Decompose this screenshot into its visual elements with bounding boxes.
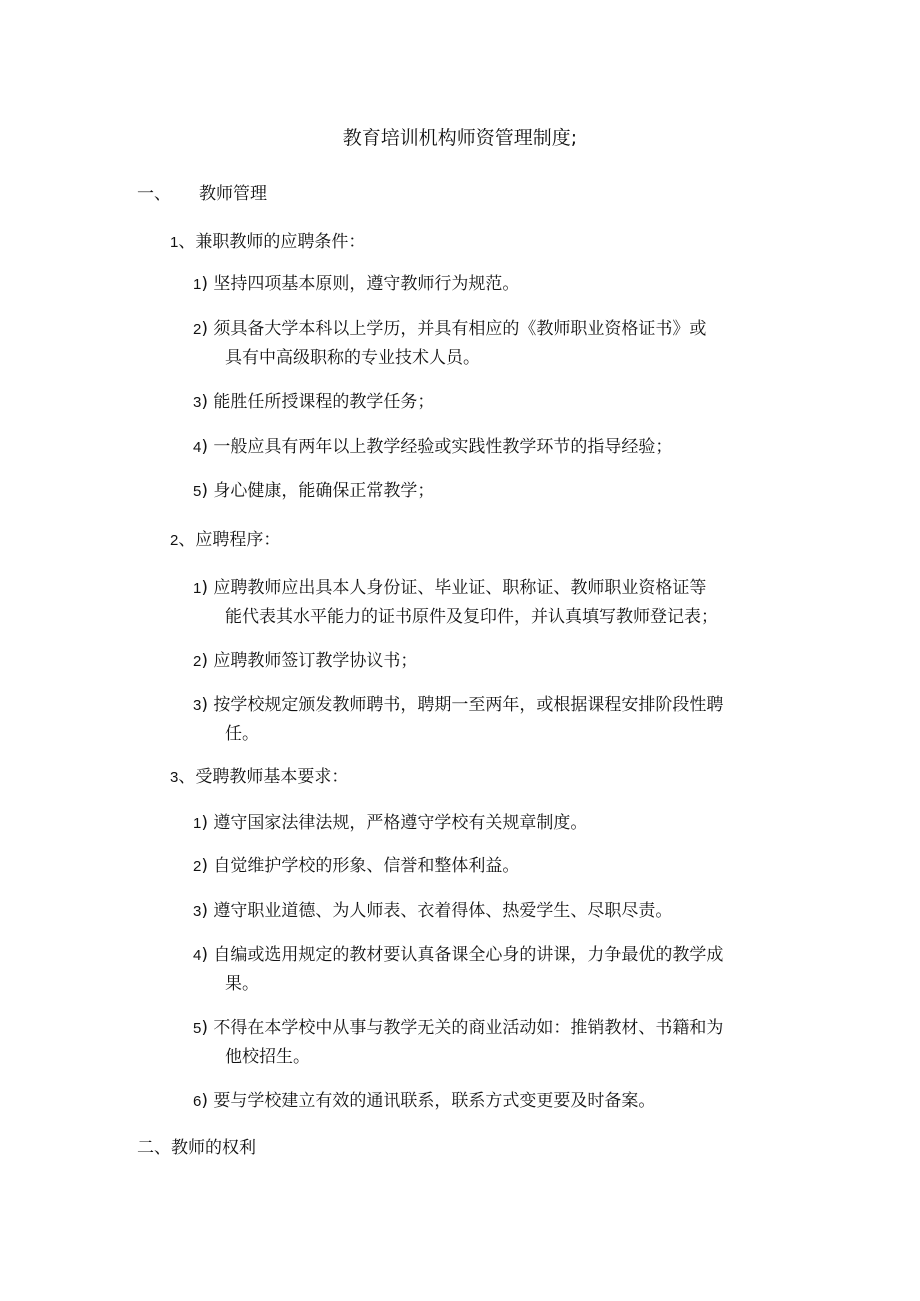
list-item: 6) 要与学校建立有效的通讯联系，联系方式变更要及时备案。 <box>193 1091 656 1111</box>
list-item: 2) 自觉维护学校的形象、信誉和整体利益。 <box>193 856 520 876</box>
list-item: 4) 自编或选用规定的教材要认真备课全心身的讲课，力争最优的教学成 <box>193 945 724 965</box>
subsection-3-title: 、受聘教师基本要求： <box>178 767 349 787</box>
list-item: 3) 遵守职业道德、为人师表、衣着得体、热爱学生、尽职尽责。 <box>193 901 673 921</box>
list-item: 4) 一般应具有两年以上教学经验或实践性教学环节的指导经验； <box>193 437 673 457</box>
subsection-1-heading <box>170 231 365 254</box>
subsection-3-heading <box>170 766 348 789</box>
list-item: 3) 能胜任所授课程的教学任务； <box>193 392 435 412</box>
subsection-2-number: 2 <box>170 532 179 549</box>
section-1-title: 教师管理 <box>199 184 267 204</box>
subsection-2-title: 、应聘程序： <box>178 530 281 550</box>
list-item-continuation: 能代表其水平能力的证书原件及复印件，并认真填写教师登记表； <box>225 607 718 627</box>
list-item-continuation: 具有中高级职称的专业技术人员。 <box>225 348 480 368</box>
section-1-number: 一、 <box>137 184 171 204</box>
document-title: 教育培训机构师资管理制度; <box>342 127 578 149</box>
section-2-title: 二、教师的权利 <box>137 1138 256 1158</box>
list-item: 3) 按学校规定颁发教师聘书，聘期一至两年，或根据课程安排阶段性聘 <box>193 695 724 715</box>
subsection-1-number: 1 <box>170 234 179 251</box>
list-item-continuation: 果。 <box>225 974 259 994</box>
list-item: 5) 不得在本学校中从事与教学无关的商业活动如：推销教材、书籍和为 <box>193 1018 724 1038</box>
list-item: 1) 应聘教师应出具本人身份证、毕业证、职称证、教师职业资格证等 <box>193 578 707 598</box>
list-item-continuation: 他校招生。 <box>225 1047 310 1067</box>
list-item: 1) 坚持四项基本原则，遵守教师行为规范。 <box>193 274 520 294</box>
subsection-1-title: 、兼职教师的应聘条件： <box>178 232 366 252</box>
subsection-2-heading <box>170 529 280 552</box>
list-item: 2) 应聘教师签订教学协议书； <box>193 651 418 671</box>
list-item: 2) 须具备大学本科以上学历，并具有相应的《教师职业资格证书》或 <box>193 319 707 339</box>
list-item-continuation: 任。 <box>225 724 259 744</box>
subsection-3-number: 3 <box>170 769 179 786</box>
list-item: 5) 身心健康，能确保正常教学； <box>193 481 435 501</box>
list-item: 1) 遵守国家法律法规，严格遵守学校有关规章制度。 <box>193 813 588 833</box>
